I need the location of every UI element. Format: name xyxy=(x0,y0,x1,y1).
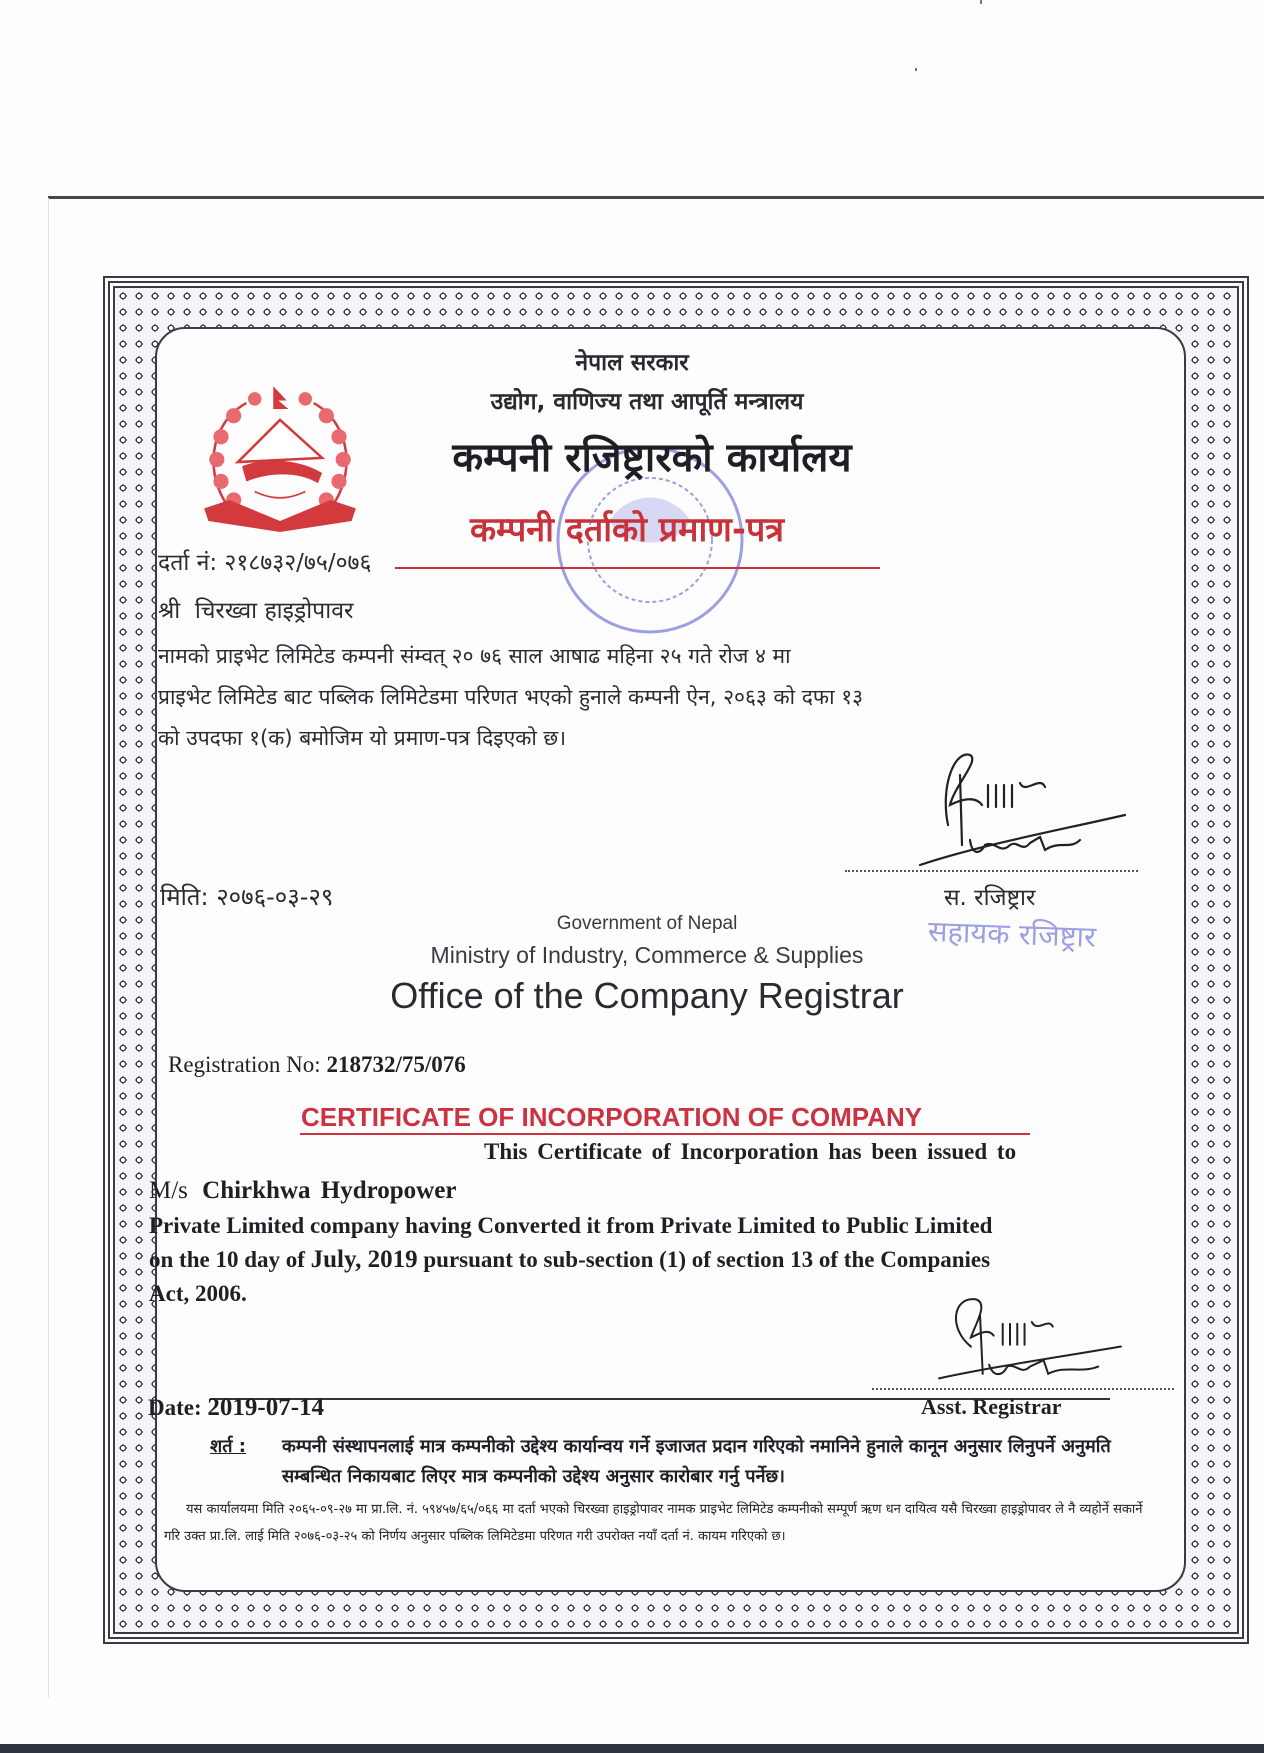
nepali-body-line: नामको प्राइभेट लिमिटेड कम्पनी संम्वत् २० ७६ साल आषाढ महिना २५ गते रोज ४ मा xyxy=(158,644,791,668)
asst-registrar-signature-line xyxy=(872,1388,1174,1390)
nepali-certificate-title: कम्पनी दर्ताको प्रमाण-पत्र xyxy=(470,510,785,550)
nepali-date xyxy=(160,880,333,913)
nepali-signer-stamp: सहायक रजिष्ट्रार xyxy=(927,914,1097,954)
english-body-line: Private Limited company having Converted it from Private Limited to Public Limited xyxy=(149,1213,993,1238)
issued-to-statement: This Certificate of Incorporation has been issued to xyxy=(484,1139,1017,1164)
conditions-label: शर्त : xyxy=(210,1436,246,1457)
english-title-underline xyxy=(300,1133,1030,1135)
nepali-company-name: चिरख्वा हाइड्रोपावर xyxy=(194,598,354,624)
english-company-name: Chirkhwa Hydropower xyxy=(202,1177,457,1204)
english-body-line xyxy=(149,1243,1179,1277)
conditions-text: कम्पनी संस्थापनलाई मात्र कम्पनीको उद्देश्य कार्यान्वय गर्ने इजाजत प्रदान गरिएको नमानिने हुनाले कानून अनुसार लिनुपर्ने अनुमति सम्बन्धित निकायबाट लिएर मात्र कम्पनीको उद्देश्य अनुसार कारोबार गर्नु पर्नेछ। xyxy=(282,1436,1111,1487)
handwritten-signature-icon xyxy=(900,745,1140,875)
company-prefix: M/s xyxy=(149,1177,188,1204)
scan-speck xyxy=(915,68,917,71)
paper-top-edge xyxy=(48,196,1264,199)
nepali-company-prefix: श्री xyxy=(158,598,181,624)
nepali-certificate-body xyxy=(158,636,1138,759)
english-registration-number xyxy=(168,1052,466,1078)
english-signer-title: Asst. Registrar xyxy=(921,1394,1062,1419)
scan-bottom-edge xyxy=(0,1744,1264,1753)
nepali-signer-title: स. रजिष्ट्रार xyxy=(944,885,1036,911)
nepali-company-name-line xyxy=(158,593,353,625)
body-text: pursuant to sub-section (1) of section 13 of the Companies xyxy=(417,1247,991,1272)
nepali-registration-value: २१८७३२/७५/०७६ xyxy=(224,550,372,576)
nepali-registration-number xyxy=(158,545,371,577)
english-ministry-heading: Ministry of Industry, Commerce & Supplies xyxy=(430,942,864,968)
english-certificate-title: CERTIFICATE OF INCORPORATION OF COMPANY xyxy=(301,1102,923,1132)
english-company-name-line xyxy=(149,1177,456,1205)
nepali-body-line: प्राइभेट लिमिटेड बाट पब्लिक लिमिटेडमा परिणत भएको हुनाले कम्पनी ऐन, २०६३ को दफा १३ xyxy=(158,685,864,709)
nepali-title-underline xyxy=(395,567,880,569)
nepali-body-line: को उपदफा १(क) बमोजिम यो प्रमाण-पत्र दिइएको छ। xyxy=(158,726,567,750)
conversion-date: July, 2019 xyxy=(310,1246,418,1273)
english-government-heading: Government of Nepal xyxy=(556,913,738,934)
nepali-date-value: २०७६-०३-२९ xyxy=(216,883,334,911)
english-office-heading: Office of the Company Registrar xyxy=(390,975,904,1016)
nepali-registration-label: दर्ता नं: xyxy=(158,550,218,576)
conversion-note: यस कार्यालयमा मिति २०६५-०९-२७ मा प्रा.लि. नं. ५९४५७/६५/०६६ मा दर्ता भएको चिरख्वा हाइड्रोपावर नामक प्राइभेट लिमिटेड कम्पनीको सम्पूर्ण ऋण धन दायित्व यसै चिरख्वा हाइड्रोपावर ले नै व्यहोर्ने सकार्ने गरि उक्त प्रा.लि. लाई मिति २०७६-०३-२५ को निर्णय अनुसार पब्लिक लिमिटेडमा परिणत गरी उपरोक्त नयाँ दर्ता नं. कायम गरिएको छ। xyxy=(164,1502,1143,1544)
nepali-date-label: मिति: xyxy=(160,883,209,911)
english-registration-label: Registration No: xyxy=(168,1052,321,1077)
english-date xyxy=(148,1394,324,1422)
english-date-label: Date: xyxy=(148,1395,202,1420)
handwritten-signature-icon xyxy=(920,1292,1140,1392)
nepali-ministry-heading: उद्योग, वाणिज्य तथा आपूर्ति मन्त्रालय xyxy=(490,389,804,415)
english-body-line: Act, 2006. xyxy=(149,1281,247,1306)
nepali-government-heading: नेपाल सरकार xyxy=(575,350,689,376)
body-text: on the 10 day of xyxy=(149,1247,311,1272)
english-registration-value: 218732/75/076 xyxy=(326,1052,466,1077)
registrar-signature-line xyxy=(845,870,1138,872)
scan-speck xyxy=(980,0,982,4)
english-date-value: 2019-07-14 xyxy=(207,1394,325,1421)
nepali-office-heading: कम्पनी रजिष्ट्रारको कार्यालय xyxy=(452,435,852,481)
